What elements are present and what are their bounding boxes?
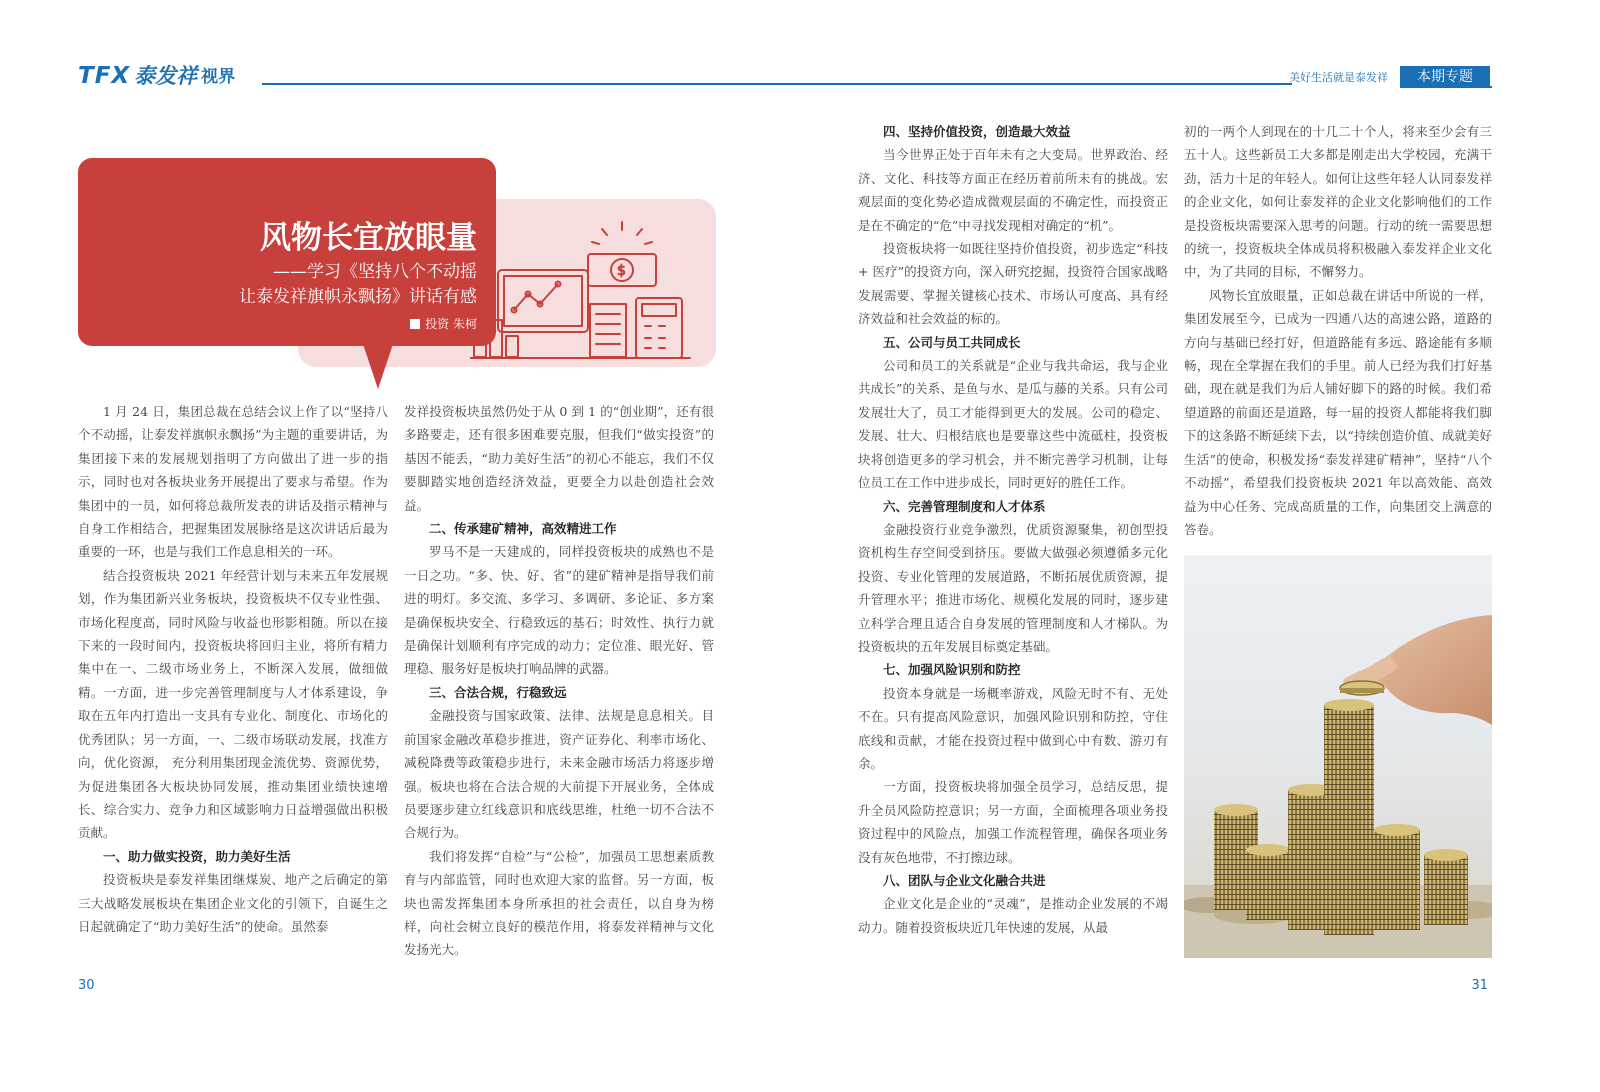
header-slogan: 美好生活就是泰发祥 bbox=[1289, 71, 1388, 84]
header-rule bbox=[262, 83, 1292, 85]
section-heading: 三、合法合规，行稳致远 bbox=[429, 684, 567, 700]
article-title: 风物长宜放眼量 bbox=[260, 220, 477, 256]
page-number-right: 31 bbox=[1471, 978, 1488, 993]
coin-stacks-icon bbox=[1184, 555, 1492, 958]
section-heading: 一、助力做实投资，助力美好生活 bbox=[103, 848, 291, 864]
paragraph: 投资本身就是一场概率游戏，风险无时不有、无处不在。只有提高风险意识，加强风险识别和防控，守住底线和贡献，才能在投资过程中做到心中有数、游刃有余。 bbox=[858, 685, 1168, 771]
byline-square-icon bbox=[410, 319, 420, 329]
byline-text: 投资 朱柯 bbox=[425, 317, 477, 331]
paragraph: 罗马不是一天建成的，同样投资板块的成熟也不是一日之功。“多、快、好、省”的建矿精神是指导我们前进的明灯。多交流、多学习、多调研、多论证、多方案是确保板块安全、行稳致远的基石；时效性、执行力就是确保计划顺利有序完成的动力；定位准、眼光好、管理稳、服务好是板块打响品牌的武器。 bbox=[404, 544, 714, 677]
column-4 bbox=[1184, 120, 1492, 541]
coin-stack-photo bbox=[1184, 555, 1492, 958]
article-subtitle-line1: ——学习《坚持八个不动摇 bbox=[273, 262, 477, 282]
section-heading: 七、加强风险识别和防控 bbox=[883, 662, 1021, 678]
finance-illustration-icon bbox=[470, 212, 700, 367]
column-1 bbox=[78, 400, 388, 938]
logo-vision: 视界 bbox=[201, 67, 236, 87]
title-box-pointer bbox=[363, 344, 393, 389]
paragraph: 我们将发挥“自检”与“公检”，加强员工思想素质教育与内部监管，同时也欢迎大家的监督。另一方面，板块也需发挥集团本身所承担的社会责任，以自身为榜样，向社会树立良好的模范作用，将泰发祥精神与文化发扬光大。 bbox=[404, 848, 714, 958]
paragraph: 金融投资行业竞争激烈，优质资源聚集，初创型投资机构生存空间受到挤压。要做大做强必须遵循多元化投资、专业化管理的发展道路，不断拓展优质资源，提升管理水平；推进市场化、规模化发展的同时，逐步建立科学合理且适合自身发展的管理制度和人才梯队。为投资板块的五年发展目标奠定基础。 bbox=[858, 521, 1168, 654]
paragraph: 投资板块是泰发祥集团继煤炭、地产之后确定的第三大战略发展板块在集团企业文化的引领下，自诞生之日起就确定了“助力美好生活”的使命。虽然泰 bbox=[78, 872, 388, 934]
magazine-logo bbox=[78, 62, 235, 90]
section-heading: 二、传承建矿精神，高效精进工作 bbox=[429, 521, 617, 537]
paragraph: 公司和员工的关系就是“企业与我共命运，我与企业共成长”的关系、是鱼与水、是瓜与藤的关系。只有公司发展壮大了，员工才能得到更大的发展。公司的稳定、发展、壮大、归根结底也是要靠这些中流砥柱，投资板块将创造更多的学习机会，并不断完善学习机制，让每位员工在工作中进步成长，同时更好的胜任工作。 bbox=[858, 358, 1168, 491]
paragraph: 1 月 24 日，集团总裁在总结会议上作了以“坚持八个不动摇，让泰发祥旗帜永飘扬”为主题的重要讲话，为集团接下来的发展规划指明了方向做出了进一步的指示，同时也对各板块业务开展提出了要求与希望。作为集团中的一员，如何将总裁所发表的讲话及指示精神与自身工作相结合，把握集团发展脉络是这次讲话后最为重要的一环，也是与我们工作息息相关的一环。 bbox=[78, 404, 388, 560]
page-number-left: 30 bbox=[78, 978, 95, 993]
paragraph: 结合投资板块 2021 年经营计划与未来五年发展规划，作为集团新兴业务板块，投资板块不仅专业性强、市场化程度高，同时风险与收益也形影相随。所以在接下来的一段时间内，投资板块将回归主业，将所有精力集中在一、二级市场业务上，不断深入发展，做细做精。一方面，进一步完善管理制度与人才体系建设，争取在五年内打造出一支具有专业化、制度化、市场化的优秀团队；另一方面，一、二级市场联动发展，找准方向，优化资源， 充分利用集团现金流优势、资源优势，为促进集团各大板块协同发展，推动集团业绩快速增长、综合实力、竞争力和区域影响力日益增强做出积极贡献。 bbox=[78, 567, 388, 841]
paragraph: 当今世界正处于百年未有之大变局。世界政治、经济、文化、科技等方面正在经历着前所未有的挑战。宏观层面的变化势必造成微观层面的不确定性，而投资正是在不确定的“危”中寻找发现相对确定的“机”。 bbox=[858, 147, 1168, 233]
article-byline bbox=[410, 315, 477, 332]
section-badge: 本期专题 bbox=[1400, 66, 1490, 88]
section-heading: 六、完善管理制度和人才体系 bbox=[883, 498, 1046, 514]
paragraph: 金融投资与国家政策、法律、法规是息息相关。目前国家金融改革稳步推进，资产证券化、利率市场化、减税降费等政策稳步进行，未来金融市场活力将逐步增强。板块也将在合法合规的大前提下开展业务，全体成员要逐步建立红线意识和底线思维，杜绝一切不合法不合规行为。 bbox=[404, 708, 714, 841]
paragraph: 企业文化是企业的“灵魂”，是推动企业发展的不竭动力。随着投资板块近几年快速的发展，从最 bbox=[858, 896, 1168, 935]
section-heading: 五、公司与员工共同成长 bbox=[883, 334, 1021, 350]
paragraph: 初的一两个人到现在的十几二十个人，将来至少会有三五十人。这些新员工大多都是刚走出大学校园，充满干劲，活力十足的年轻人。如何让这些年轻人认同泰发祥的企业文化，如何让泰发祥的企业文化影响他们的工作是投资板块需要深入思考的问题。行动的统一需要思想的统一，投资板块全体成员将积极融入泰发祥企业文化中，为了共同的目标，不懈努力。 bbox=[1184, 124, 1492, 280]
paragraph: 风物长宜放眼量，正如总裁在讲话中所说的一样，集团发展至今，已成为一四通八达的高速公路，道路的方向与基础已经打好，但道路能有多远、路途能有多顺畅，现在全掌握在我们的手里。前人已经为我们打好基础，现在就是我们为后人铺好脚下的路的时候。我们希望道路的前面还是道路，每一届的投资人都能将我们脚下的这条路不断延续下去，以“持续创造价值、成就美好生活”的使命，积极发扬“泰发祥建矿精神”，坚持“八个不动摇”，希望我们投资板块 2021 年以高效能、高效益为中心任务、完成高质量的工作，向集团交上满意的答卷。 bbox=[1184, 287, 1492, 537]
section-heading: 八、团队与企业文化融合共进 bbox=[883, 873, 1046, 888]
paragraph: 一方面，投资板块将加强全员学习，总结反思，提升全员风险防控意识；另一方面，全面梳理各项业务投资过程中的风险点，加强工作流程管理，确保各项业务没有灰色地带，不打擦边球。 bbox=[858, 779, 1168, 865]
article-subtitle-line2: 让泰发祥旗帜永飘扬》讲话有感 bbox=[239, 287, 477, 307]
logo-brand-name: 泰发祥 bbox=[134, 64, 198, 88]
paragraph: 投资板块将一如既往坚持价值投资，初步选定“科技 + 医疗”的投资方向，深入研究挖掘，投资符合国家战略发展需要、掌握关键核心技术、市场认可度高、具有经济效益和社会效益的标的。 bbox=[858, 241, 1168, 327]
paragraph: 发祥投资板块虽然仍处于从 0 到 1 的“创业期”，还有很多路要走，还有很多困难要克服，但我们“做实投资”的基因不能丢，“助力美好生活”的初心不能忘，我们不仅要脚踏实地创造经济效益，更要全力以赴创造社会效益。 bbox=[404, 404, 714, 513]
section-heading: 四、坚持价值投资，创造最大效益 bbox=[883, 124, 1071, 139]
logo-tfx: TFX bbox=[78, 63, 131, 89]
column-3 bbox=[858, 120, 1168, 939]
svg-text:$: $ bbox=[617, 263, 626, 279]
column-2 bbox=[404, 400, 714, 962]
